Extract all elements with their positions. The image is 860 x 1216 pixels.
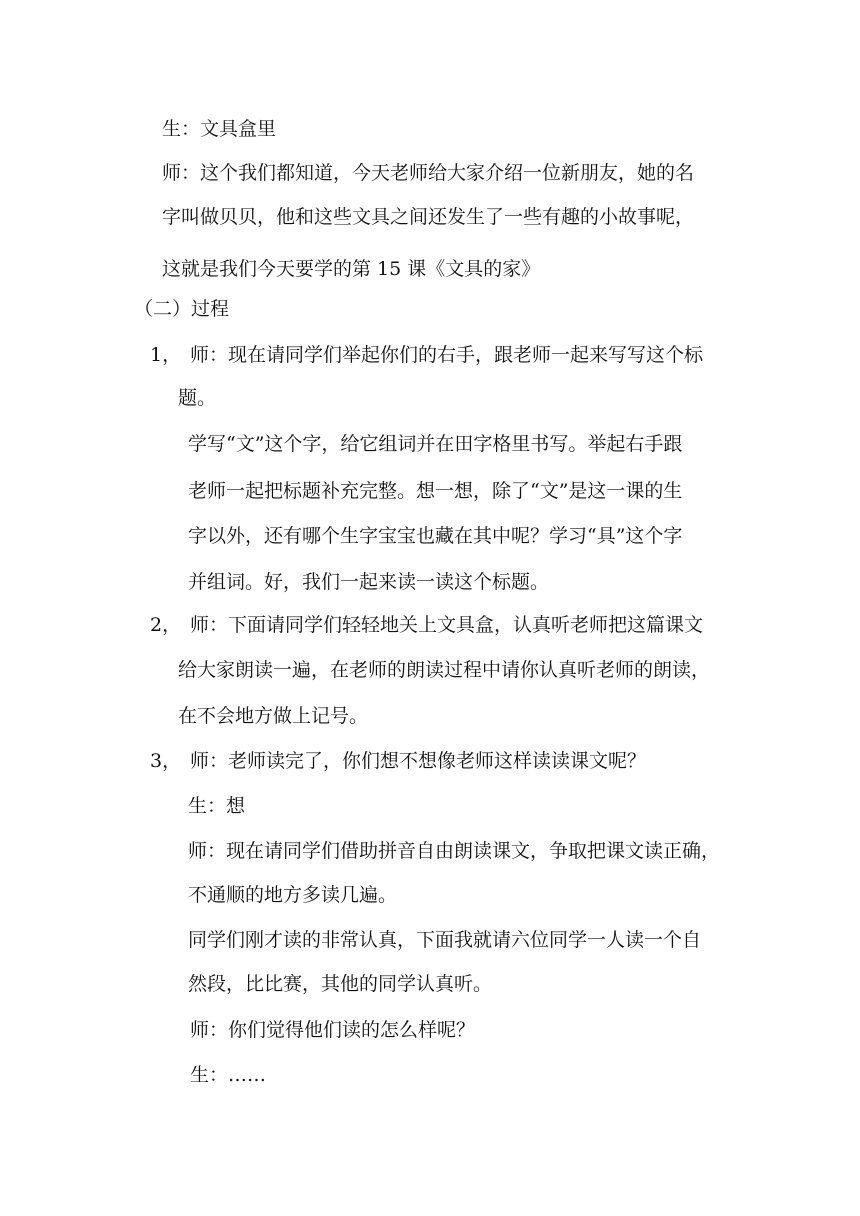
section-heading: （二）过程	[134, 298, 230, 320]
step-1-line-6: 并组词。好，我们一起来读一读这个标题。	[188, 571, 550, 593]
intro-line-1: 生：文具盒里	[162, 118, 277, 140]
intro-line-4: 这就是我们今天要学的第 15 课《文具的家》	[162, 258, 541, 280]
intro-line-2: 师：这个我们都知道，今天老师给大家介绍一位新朋友，她的名	[162, 162, 695, 184]
step-1-line-1: 师：现在请同学们举起你们的右手，跟老师一起来写写这个标	[190, 344, 704, 366]
step-3-line-8: 生：……	[190, 1064, 267, 1086]
step-3-line-5: 同学们刚才读的非常认真，下面我就请六位同学一人读一个自	[188, 929, 702, 951]
step-1-line-2: 题。	[178, 387, 217, 409]
step-3-number: 3，	[150, 750, 182, 772]
step-3-line-2: 生：想	[188, 795, 246, 817]
step-2-line-3: 在不会地方做上记号。	[178, 705, 369, 727]
step-3-line-6: 然段，比比赛，其他的同学认真听。	[188, 973, 493, 995]
step-1-line-4: 老师一起把标题补充完整。想一想，除了“文”是这一课的生	[188, 480, 683, 502]
step-3-line-3: 师：现在请同学们借助拼音自由朗读课文，争取把课文读正确，	[188, 840, 721, 862]
step-1-number: 1，	[150, 344, 182, 366]
step-2-line-2: 给大家朗读一遍，在老师的朗读过程中请你认真听老师的朗读，	[178, 659, 711, 681]
step-3-line-7: 师：你们觉得他们读的怎么样呢？	[190, 1019, 476, 1041]
step-2-number: 2，	[150, 614, 182, 636]
step-3-line-1: 师：老师读完了，你们想不想像老师这样读读课文呢？	[190, 750, 647, 772]
step-2-line-1: 师：下面请同学们轻轻地关上文具盒，认真听老师把这篇课文	[190, 614, 704, 636]
step-3-line-4: 不通顺的地方多读几遍。	[188, 884, 398, 906]
step-1-line-3: 学写“文”这个字，给它组词并在田字格里书写。举起右手跟	[188, 433, 683, 455]
intro-line-3: 字叫做贝贝，他和这些文具之间还发生了一些有趣的小故事呢，	[162, 206, 695, 228]
step-1-line-5: 字以外，还有哪个生字宝宝也藏在其中呢？学习“具”这个字	[188, 525, 683, 547]
